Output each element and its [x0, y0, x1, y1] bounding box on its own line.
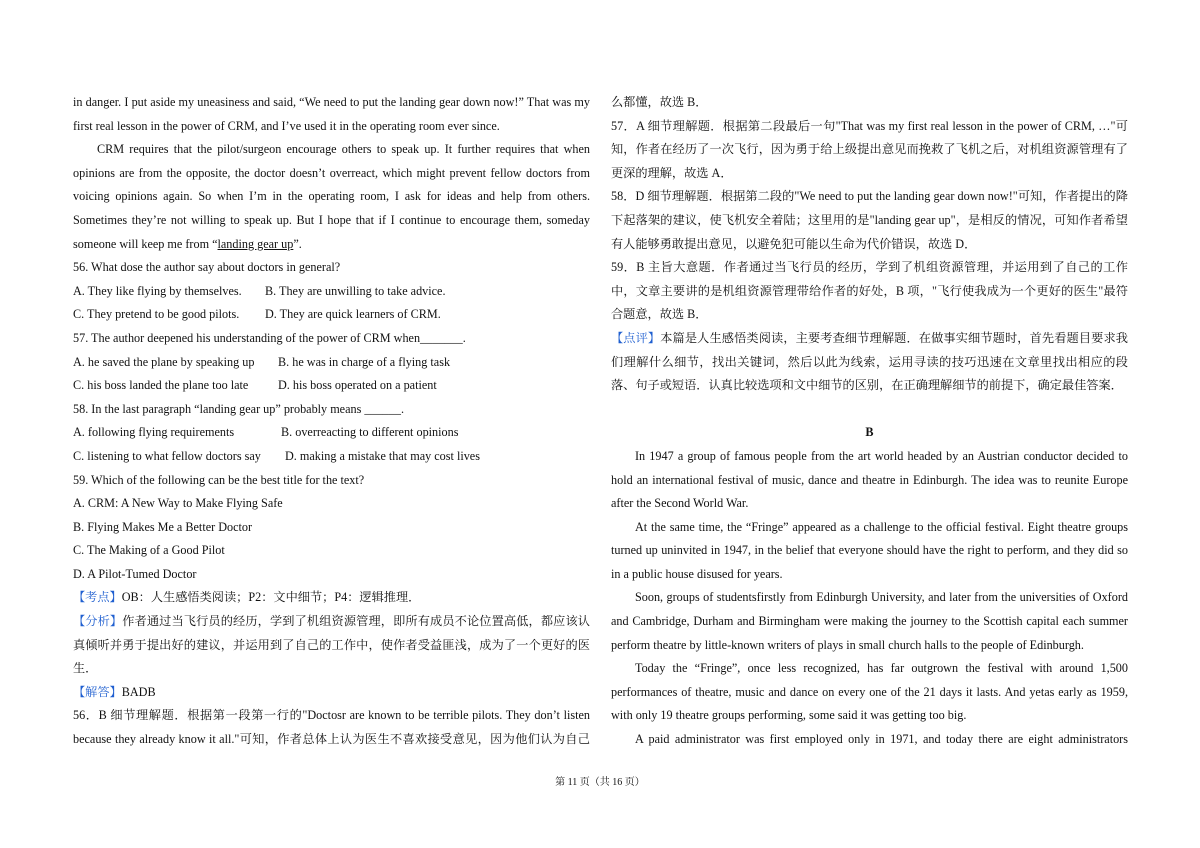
- option-a: A. They like flying by themselves.: [73, 283, 242, 298]
- option-d: D. They are quick learners of CRM.: [265, 307, 441, 322]
- option-d: D. A Pilot-Tumed Doctor: [73, 566, 197, 581]
- text-line: 么都懂，故选 B．: [611, 95, 708, 109]
- text-line: first real lesson in the power of CRM, and I’ve used it in the operating room ever since.: [73, 118, 500, 133]
- jieda-row: [73, 681, 590, 705]
- text-line: with only 19 theatre groups performing, some said it was getting too big.: [611, 708, 967, 723]
- text-line: perform theatre by little-known writers of plays in small church halls to the people of Edinburgh.: [611, 637, 1084, 652]
- option-c: C. his boss landed the plane too late: [73, 378, 249, 393]
- option-a: A. following flying requirements: [73, 425, 235, 440]
- dianping-text: 本篇是人生感悟类阅读，主要考查细节理解题．在做事实细节题时，首先看题目要求我: [660, 330, 1128, 345]
- text-line: 真倾听并勇于提出好的建议，并运用到了自己的工作中，使作者受益匪浅，成为了一个更好的医: [73, 637, 590, 652]
- text-line: turned up uninvited in 1947, in the belief that everyone should have the right to perform, and they did so: [611, 543, 1128, 558]
- text-line: A paid administrator was first employed only in 1971, and today there are eight administrators: [635, 732, 1128, 747]
- text-line: because they already know it all."可知，作者总体上认为医生不喜欢接受意见，因为他们认为自己: [73, 732, 590, 747]
- text-span: ”.: [293, 236, 302, 251]
- text-line: in danger. I put aside my uneasiness and said, “We need to put the landing gear down now!” That was my: [73, 95, 590, 109]
- text-line: 知，作者在经历了一次飞行，因为勇于给上级提出意见而挽救了飞机之后，对机组资源管理有了: [611, 142, 1128, 157]
- text-line: 们理解什么细节，找出关键词，然后以此为线索，运用寻读的技巧迅速在文章里找出相应的段: [611, 354, 1128, 369]
- question-56-options-ab: [73, 280, 590, 304]
- kaodian-row: [73, 586, 590, 610]
- question-58-stem: 58. In the last paragraph “landing gear up” probably means ______.: [73, 401, 404, 416]
- text-line: and Cambridge, Durham and Birmingham were making the journey to the Scottish capital each summer: [611, 614, 1128, 629]
- text-line: performances of theatre, music and dance on every one of the 21 days it lasts. And yetas early as 1959,: [611, 684, 1128, 699]
- text-line: 更深的理解，故选 A．: [611, 165, 733, 180]
- text-line: Sometimes they’re not willing to speak up. But I hope that if I continue to encourage them, someday: [73, 212, 590, 227]
- option-c: C. The Making of a Good Pilot: [73, 543, 225, 558]
- text-line: 有人能够勇敢提出意见，以避免犯可能以生命为代价错误，故选 D．: [611, 236, 977, 251]
- right-column: [611, 91, 1128, 752]
- jieda-text: BADB: [121, 684, 156, 699]
- text-line: after the Second World War.: [611, 496, 749, 511]
- option-b: B. Flying Makes Me a Better Doctor: [73, 519, 253, 534]
- text-line: 落、句子或短语．认真比较选项和文中细节的区别，在正确理解细节的前提下，确定最佳答案．: [611, 378, 1123, 393]
- option-a: A. he saved the plane by speaking up: [73, 354, 255, 369]
- question-57-options-cd: [73, 374, 590, 398]
- section-title: B: [865, 425, 874, 440]
- option-c: C. They pretend to be good pilots.: [73, 307, 240, 322]
- text-line: Soon, groups of studentsfirstly from Edinburgh University, and later from the universities of Oxford: [635, 590, 1128, 605]
- dianping-row: [611, 327, 1128, 351]
- question-58-options-cd: [73, 445, 590, 469]
- option-b: B. They are unwilling to take advice.: [265, 283, 446, 298]
- option-a: A. CRM: A New Way to Make Flying Safe: [73, 496, 283, 511]
- text-line: [73, 233, 590, 257]
- text-span: someone will keep me from “: [73, 236, 218, 251]
- fenxi-text: 作者通过当飞行员的经历，学到了机组资源管理，即所有成员不论位置高低，都应该认: [122, 614, 590, 629]
- question-59-stem: 59. Which of the following can be the best title for the text?: [73, 472, 365, 487]
- text-line: In 1947 a group of famous people from the art world headed by an Austrian conductor decided to: [635, 448, 1128, 463]
- text-line: hold an international festival of music, dance and theatre in Edinburgh. The idea was to reunite Europe: [611, 472, 1128, 487]
- question-56-stem: 56. What dose the author say about doctors in general?: [73, 260, 341, 275]
- question-57-options-ab: [73, 351, 590, 375]
- spacer: [611, 398, 1128, 422]
- underlined-phrase: landing gear up: [217, 236, 294, 251]
- kaodian-tag: 【考点】: [73, 590, 122, 605]
- page-footer: 第 11 页（共 16 页）: [555, 777, 645, 788]
- text-line: voicing opinions again. So when I’m in the operating room, I ask for ideas and help from others.: [73, 189, 590, 204]
- text-line: 合题意，故选 B．: [611, 307, 708, 322]
- fenxi-tag: 【分析】: [73, 614, 123, 629]
- question-56-options-cd: [73, 303, 590, 327]
- text-line: Today the “Fringe”, once less recognized, has far outgrown the festival with around 1,500: [635, 661, 1128, 676]
- text-line: 59．B 主旨大意题．作者通过当飞行员的经历，学到了机组资源管理，并运用到了自己的工作: [611, 260, 1128, 275]
- text-line: 下起落架的建议，使飞机安全着陆；这里用的是"landing gear up"，是相反的情况，可知作者希望: [611, 212, 1128, 227]
- text-line: in a public house disused for years.: [611, 566, 783, 581]
- text-line: 56．B 细节理解题．根据第一段第一行的"Doctosr are known to be terrible pilots. They don’t listen: [73, 708, 590, 723]
- text-line: At the same time, the “Fringe” appeared as a challenge to the official festival. Eight theatre groups: [635, 519, 1128, 534]
- text-line: CRM requires that the pilot/surgeon encourage others to speak up. It further requires that when: [97, 142, 590, 157]
- text-line: 生．: [73, 661, 98, 676]
- option-b: B. he was in charge of a flying task: [278, 354, 451, 369]
- text-line: 58．D 细节理解题．根据第二段的"We need to put the landing gear down now!"可知，作者提出的降: [611, 189, 1128, 204]
- left-column: [73, 91, 590, 752]
- text-line: opinions are from the opposite, the doctor doesn’t overreact, which might prevent fellow doctors from: [73, 165, 590, 180]
- text-line: 中，文章主要讲的是机组资源管理带给作者的好处，B 项，"飞行使我成为一个更好的医生"最符: [611, 283, 1128, 298]
- dianping-tag: 【点评】: [611, 330, 661, 345]
- option-d: D. making a mistake that may cost lives: [285, 448, 480, 463]
- question-57-stem: 57. The author deepened his understanding of the power of CRM when_______.: [73, 330, 466, 345]
- text-line: 57．A 细节理解题．根据第二段最后一句"That was my first real lesson in the power of CRM, …"可: [611, 118, 1128, 133]
- question-58-options-ab: [73, 421, 590, 445]
- fenxi-row: [73, 610, 590, 634]
- kaodian-text: OB：人生感悟类阅读；P2：文中细节；P4：逻辑推理．: [121, 590, 421, 605]
- option-d: D. his boss operated on a patient: [278, 378, 437, 393]
- option-c: C. listening to what fellow doctors say: [73, 448, 261, 463]
- jieda-tag: 【解答】: [73, 684, 122, 699]
- option-b: B. overreacting to different opinions: [281, 425, 459, 440]
